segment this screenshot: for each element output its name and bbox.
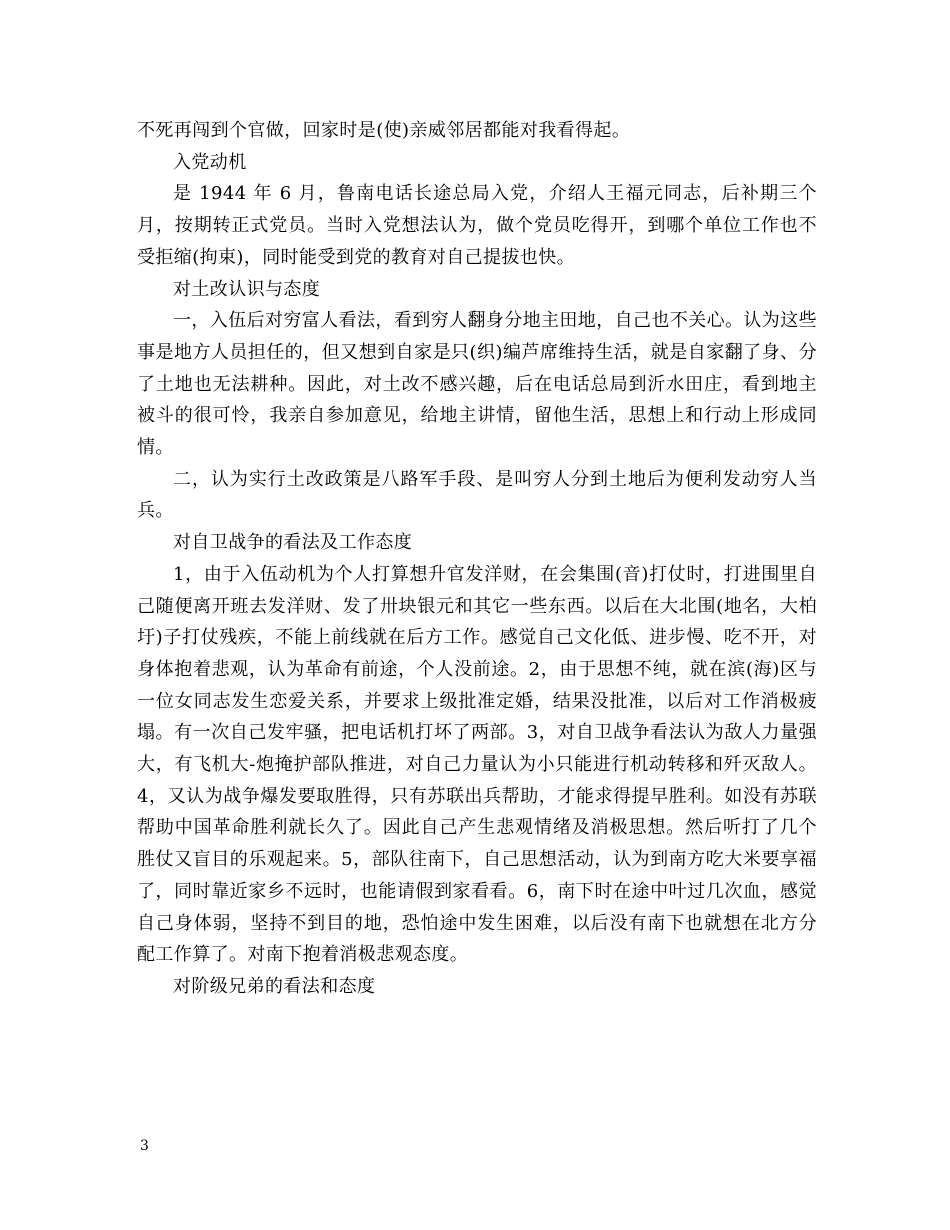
section-heading-class-brothers: 对阶级兄弟的看法和态度 xyxy=(173,975,376,997)
paragraph-self-defense-war: 1，由于入伍动机为个人打算想升官发洋财，在会集围(音)打仗时，打进围里自己随便离开班去发洋财、发了卅块银元和其它一些东西。以后在大北围(地名，大柏圩)子打仗残疾，不能上前线就在后方工作。感觉自己文化低、进步慢、吃不开，对身体抱着悲观，认为革命有前途，个人没前途。2，由于思想不纯，就在滨(海)区与一位女同志发生恋爱关系，并要求上级批准定婚，结果没批准，以后对工作消极疲塌。有一次自己发牢骚，把电话机打坏了两部。3，对自卫战争看法认为敌人力量强大，有飞机大-炮掩护部队推进，对自己力量认为小只能进行机动转移和歼灭敌人。4，又认为战争爆发要取胜得，只有苏联出兵帮助，才能求得提早胜利。如没有苏联帮助中国革命胜利就长久了。因此自己产生悲观情绪及消极思想。然后听打了几个胜仗又盲目的乐观起来。5，部队往南下，自己思想活动，认为到南方吃大米要享福了，同时靠近家乡不远时，也能请假到家看看。6，南下时在途中叶过几次血，感觉自己身体弱，坚持不到目的地，恐怕途中发生困难，以后没有南下也就想在北方分配工作算了。对南下抱着消极悲观态度。 xyxy=(137,563,817,966)
section-heading-self-defense-war: 对自卫战争的看法及工作态度 xyxy=(173,532,413,554)
page-number: 3 xyxy=(140,1138,149,1154)
document-body xyxy=(137,115,817,1003)
paragraph-party-joining: 是 1944 年 6 月，鲁南电话长途总局入党，介绍人王福元同志，后补期三个月，按期转正式党员。当时入党想法认为，做个党员吃得开，到哪个单位工作也不受拒缩(拘束)，同时能受到党的教育对自己提拔也快。 xyxy=(137,183,817,268)
paragraph-land-reform-1: 一，入伍后对穷富人看法，看到穷人翻身分地主田地，自己也不关心。认为这些事是地方人员担任的，但又想到自家是只(织)编芦席维持生活，就是自家翻了身、分了土地也无法耕种。因此，对土改不感兴趣，后在电话总局到沂水田庄，看到地主被斗的很可怜，我亲自参加意见，给地主讲情，留他生活，思想上和行动上形成同情。 xyxy=(137,310,817,459)
section-heading-party-motive: 入党动机 xyxy=(173,151,247,173)
section-heading-land-reform: 对土改认识与态度 xyxy=(173,278,321,300)
paragraph-continuation: 不死再闯到个官做，回家时是(使)亲威邻居都能对我看得起。 xyxy=(137,120,631,141)
paragraph-land-reform-2: 二，认为实行土改政策是八路军手段、是叫穷人分到土地后为便利发动穷人当兵。 xyxy=(137,468,817,522)
